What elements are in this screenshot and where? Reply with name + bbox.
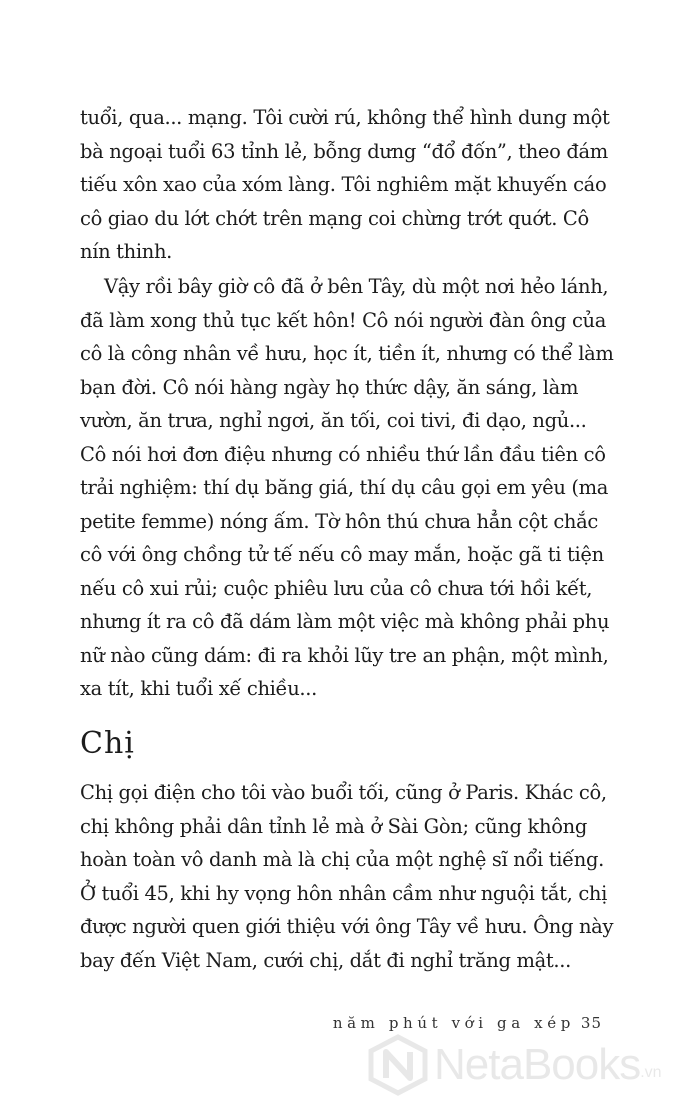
text-line: bay đến Việt Nam, cưới chị, dắt đi nghỉ trăng mật... bbox=[80, 948, 571, 972]
text-line: petite femme) nóng ấm. Tờ hôn thú chưa hẳn cột chắc bbox=[80, 509, 598, 533]
watermark-suffix: .vn bbox=[640, 1064, 662, 1081]
text-line: bạn đời. Cô nói hàng ngày họ thức dậy, ăn sáng, làm bbox=[80, 375, 579, 399]
watermark bbox=[366, 1034, 662, 1096]
page-footer bbox=[333, 1014, 602, 1032]
text-line: cô với ông chồng tử tế nếu cô may mắn, hoặc gã ti tiện bbox=[80, 543, 604, 566]
running-title: năm phút với ga xép bbox=[332, 1014, 575, 1032]
text-line: tuổi, qua... mạng. Tôi cười rú, không thể hình dung một bbox=[80, 106, 610, 129]
text-line: nín thinh. bbox=[80, 240, 173, 263]
text-line: hoàn toàn vô danh mà là chị của một nghệ sĩ nổi tiếng. bbox=[80, 848, 604, 871]
text-line: cô là công nhân về hưu, học ít, tiền ít, nhưng có thể làm bbox=[80, 342, 614, 365]
text-line: vườn, ăn trưa, nghỉ ngơi, ăn tối, coi tivi, đi dạo, ngủ... bbox=[80, 409, 587, 432]
paragraph-1 bbox=[80, 101, 620, 269]
text-line: Vậy rồi bây giờ cô đã ở bên Tây, dù một nơi hẻo lánh, bbox=[104, 275, 609, 298]
paragraph-3 bbox=[80, 776, 620, 977]
text-line: chị không phải dân tỉnh lẻ mà ở Sài Gòn; cũng không bbox=[80, 814, 587, 838]
text-line: nhưng ít ra cô đã dám làm một việc mà không phải phụ bbox=[80, 610, 610, 633]
watermark-brand: NetaBooks bbox=[434, 1040, 641, 1089]
text-line: Chị gọi điện cho tôi vào buổi tối, cũng ở Paris. Khác cô, bbox=[80, 781, 607, 804]
text-line: cô giao du lớt chớt trên mạng coi chừng trớt quớt. Cô bbox=[80, 206, 589, 230]
text-line: được người quen giới thiệu với ông Tây về hưu. Ông này bbox=[80, 915, 614, 938]
text-line: trải nghiệm: thí dụ băng giá, thí dụ câu gọi em yêu (ma bbox=[80, 476, 609, 499]
text-line: nữ nào cũng dám: đi ra khỏi lũy tre an phận, một mình, bbox=[80, 643, 609, 667]
text-line: bà ngoại tuổi 63 tỉnh lẻ, bỗng dưng “đổ đốn”, theo đám bbox=[80, 139, 608, 163]
text-line: đã làm xong thủ tục kết hôn! Cô nói người đàn ông của bbox=[80, 308, 607, 332]
text-line: xa tít, khi tuổi xế chiều... bbox=[80, 677, 317, 700]
text-line: nếu cô xui rủi; cuộc phiêu lưu của cô chưa tới hồi kết, bbox=[80, 576, 593, 600]
page-number: 35 bbox=[580, 1014, 602, 1032]
text-line: tiếu xôn xao của xóm làng. Tôi nghiêm mặt khuyến cáo bbox=[80, 173, 607, 196]
paragraph-2 bbox=[80, 270, 620, 706]
netabooks-logo-icon bbox=[366, 1034, 430, 1096]
text-line: Ở tuổi 45, khi hy vọng hôn nhân cầm như nguội tắt, chị bbox=[80, 881, 608, 905]
section-heading: Chị bbox=[80, 726, 135, 761]
text-line: Cô nói hơi đơn điệu nhưng có nhiều thứ lần đầu tiên cô bbox=[80, 442, 606, 466]
